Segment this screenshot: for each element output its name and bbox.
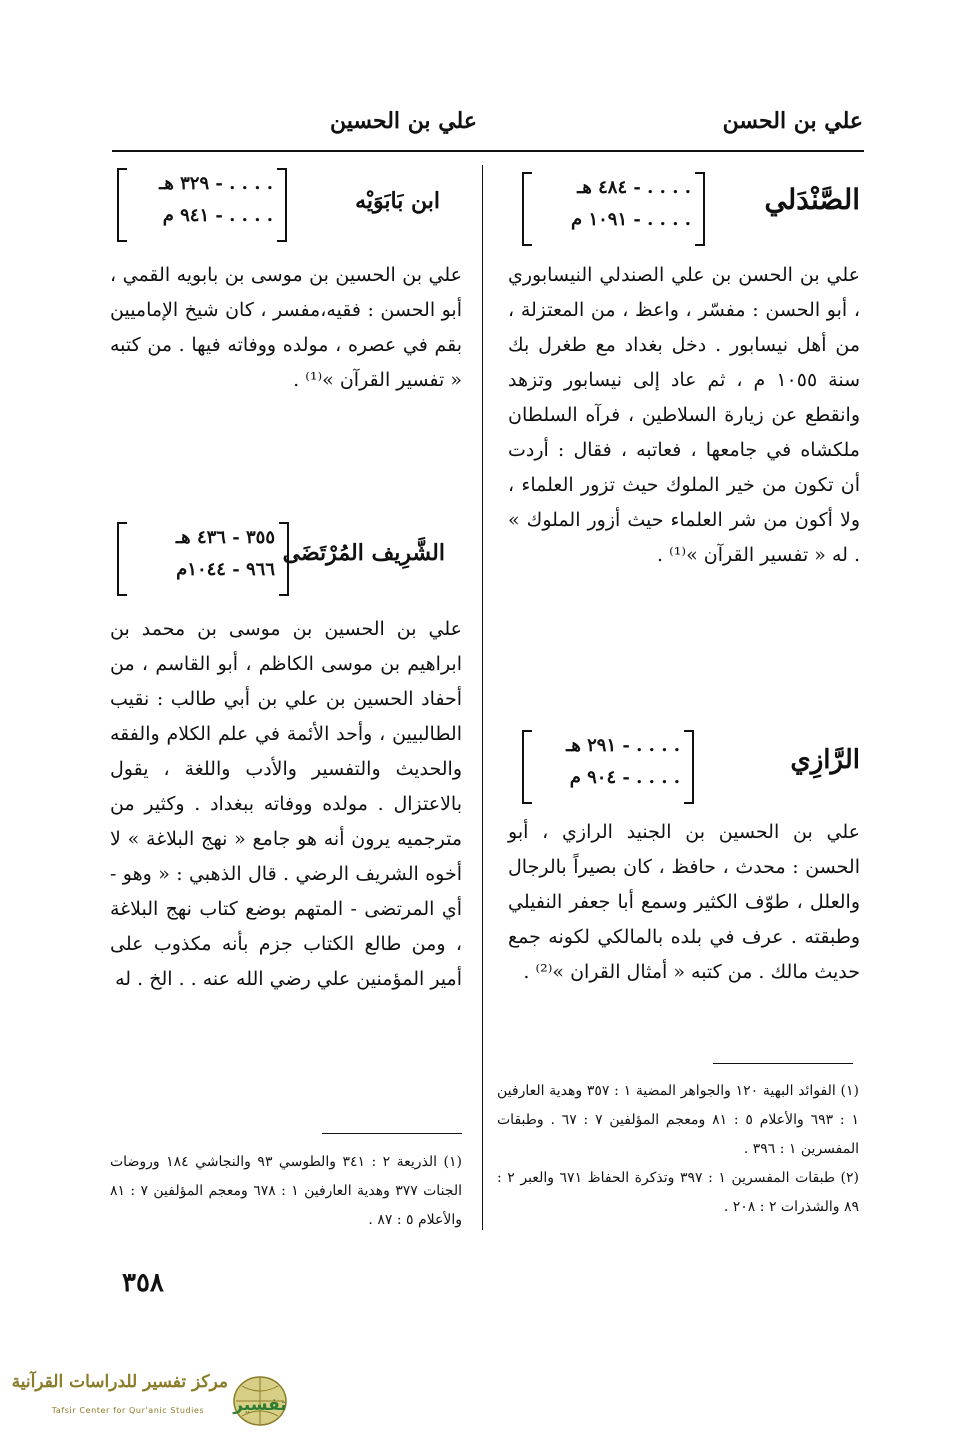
entry-title-sundali: الصَّنْدَلي [764,183,860,216]
date-hijri: . . . . - ٢٩١ هـ [566,735,680,756]
footnotes-right [497,1077,859,1222]
running-header-left: علي بن الحسين [330,108,477,134]
date-box-sundali [522,172,705,242]
date-box-murtada [117,522,289,592]
entry-title-babawayh: ابن بَابَوَيْه [355,188,440,214]
logo-mark-text: تفسير [233,1395,287,1415]
entry-body-babawayh: علي بن الحسين بن موسى بن بابويه القمي ، أبو الحسن : فقيه،مفسر ، كان شيخ الإماميين بقم في عصره ، مولده ووفاته فيها . من كتبه « تفسير القرآن »⁽¹⁾ . [110,264,462,391]
entry-title-razi: الرَّازِي [790,745,860,775]
page-number: ٣٥٨ [122,1268,164,1298]
date-gregorian: . . . . - ١٠٩١ م [571,209,691,230]
footnote: (١) الفوائد البهية ١٢٠ والجواهر المضية ١ : ٣٥٧ وهدية العارفين ١ : ٦٩٣ والأعلام ٥ : ٨١ ومعجم المؤلفين ٧ : ٦٧ . وطبقات المفسرين ١ : ٣٩٦ . [497,1083,859,1157]
date-hijri: ٣٥٥ - ٤٣٦ هـ [175,527,275,548]
footnote-rule-right [713,1063,853,1064]
logo-english-text: Tafsir Center for Qur'anic Studies [51,1406,205,1415]
footnote: (١) الذريعة ٢ : ٣٤١ والطوسي ٩٣ والنجاشي ١٨٤ وروضات الجنات ٣٧٧ وهدية العارفين ١ : ٦٧٨ ومعجم المؤلفين ٧ : ٨١ والأعلام ٥ : ٨٧ . [110,1154,462,1228]
footnote: (٢) طبقات المفسرين ١ : ٣٩٧ وتذكرة الحفاظ ٦٧١ والعبر ٢ : ٨٩ والشذرات ٢ : ٢٠٨ . [497,1170,859,1215]
logo-arabic-text: مركز تفسير للدراسات القرآنية [11,1372,228,1392]
globe-icon [230,1374,290,1428]
date-gregorian: . . . . - ٩٤١ م [162,205,273,226]
column-divider [482,165,483,1230]
date-box-razi [522,730,694,800]
header-rule [112,150,864,152]
footnote-rule-left [322,1133,462,1134]
date-gregorian: . . . . - ٩٠٤ م [569,767,680,788]
running-header-right: علي بن الحسن [722,108,863,134]
entry-title-murtada: الشَّرِيف المُرْتَضَى [282,540,445,566]
date-gregorian: ٩٦٦ - ١٠٤٤م [176,559,275,580]
entry-body-murtada: علي بن الحسين بن موسى بن محمد بن ابراهيم بن موسى الكاظم ، أبو القاسم ، من أحفاد الحسين بن علي بن أبي طالب : نقيب الطالبيين ، وأحد الأئمة في علم الكلام والفقه والحديث والتفسير والأدب واللغة ، يقول بالاعتزال . مولده ووفاته ببغداد . وكثير من مترجميه يرون أنه هو جامع « نهج البلاغة » لا أخوه الشريف الرضي . قال الذهبي : « وهو - أي المرتضى - المتهم بوضع كتاب نهج البلاغة ، ومن طالع الكتاب جزم بأنه مكذوب على أمير المؤمنين علي رضي الله عنه . . الخ . له [110,618,462,990]
entry-body-sundali: علي بن الحسن بن علي الصندلي النيسابوري ، أبو الحسن : مفسّر ، واعظ ، من المعتزلة ، من أهل نيسابور . دخل بغداد مع طغرل بك سنة ١٠٥٥ م ، ثم عاد إلى نيسابور وتزهد وانقطع عن زيارة السلاطين ، فرآه السلطان ملكشاه في جامعها ، فعاتبه ، فقال : أردت أن تكون من خير الملوك حيث تزور العلماء ، ولا أكون من شر العلماء حيث أزور الملوك » . له « تفسير القرآن »⁽¹⁾ . [508,264,860,566]
date-box-babawayh [117,168,287,238]
entry-body-razi: علي بن الحسين بن الجنيد الرازي ، أبو الحسن : محدث ، حافظ ، كان بصيراً بالرجال والعلل ، طوّف الكثير وسمع أبا جعفر النفيلي وطبقته . عرف في بلده بالمالكي لكونه جمع حديث مالك . من كتبه « أمثال القران »⁽²⁾ . [508,821,860,983]
date-hijri: . . . . - ٣٢٩ هـ [159,173,273,194]
tafsir-center-logo [11,1372,290,1430]
footnotes-left [110,1148,462,1235]
date-hijri: . . . . - ٤٨٤ هـ [577,177,691,198]
